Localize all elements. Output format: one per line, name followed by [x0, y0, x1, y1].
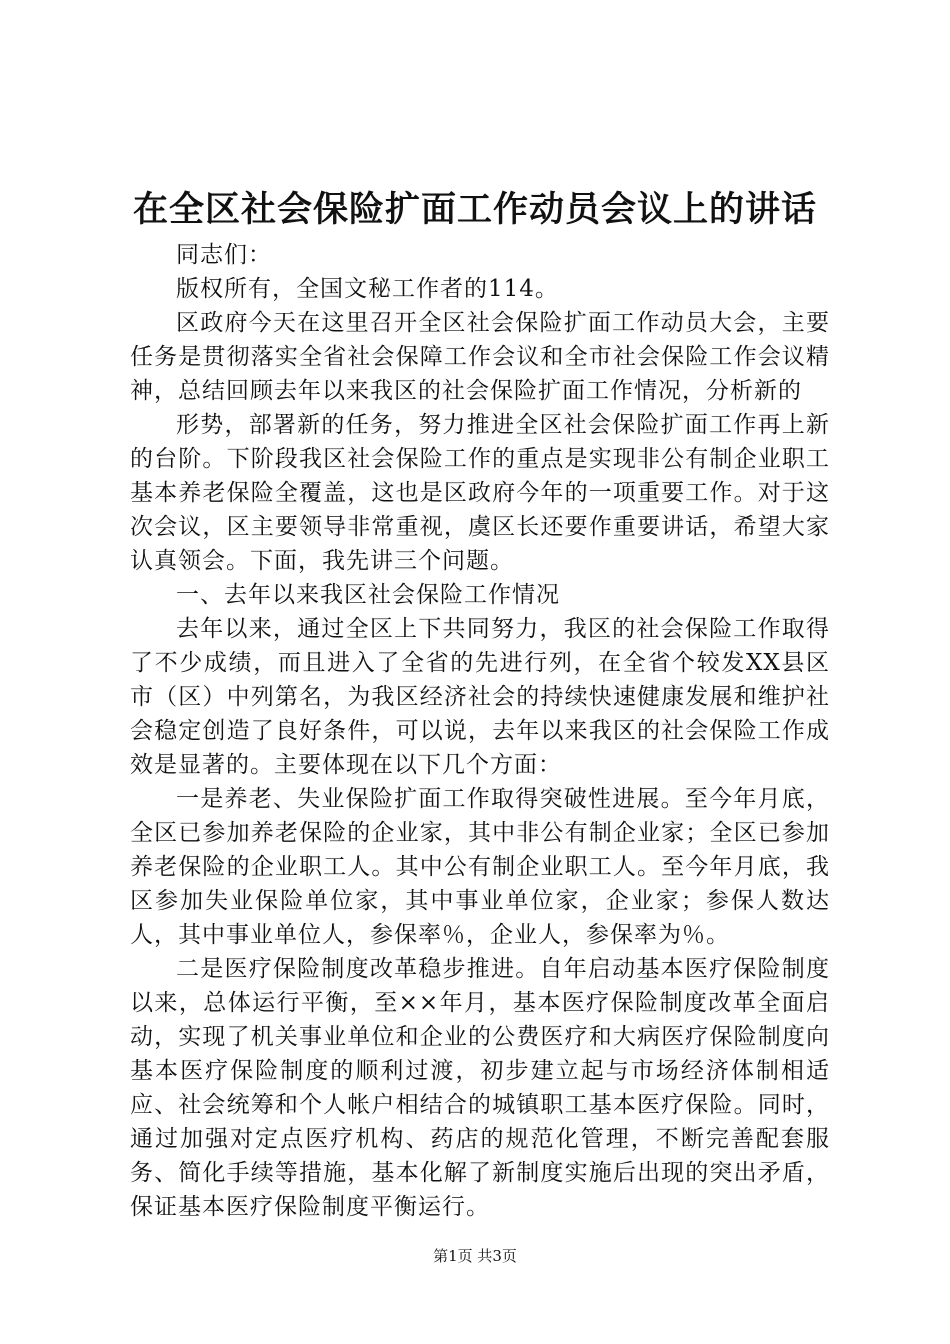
document-body: [130, 238, 830, 1224]
paragraph-copyright: 版权所有，全国文秘工作者的114。: [176, 276, 559, 302]
paragraph-situation: 形势，部署新的任务，努力推进全区社会保险扩面工作再上新的台阶。下阶段我区社会保险工作的重点是实现非公有制企业职工基本养老保险全覆盖，这也是区政府今年的一项重要工作。对于这次会议，区主要领导非常重视，虞区长还要作重要讲话，希望大家认真领会。下面，我先讲三个问题。: [130, 412, 830, 574]
document-title: 在全区社会保险扩面工作动员会议上的讲话: [132, 189, 817, 230]
paragraph-intro: 区政府今天在这里召开全区社会保险扩面工作动员大会，主要任务是贯彻落实全省社会保障工作会议和全市社会保险工作会议精神，总结回顾去年以来我区的社会保险扩面工作情况，分析新的: [130, 310, 830, 404]
section-heading-1: 一、去年以来我区社会保险工作情况: [176, 582, 560, 608]
page-footer: 第1页 共3页: [433, 1247, 517, 1265]
paragraph-pension-unemployment: 一是养老、失业保险扩面工作取得突破性进展。至今年月底，全区已参加养老保险的企业家，其中非公有制企业家；全区已参加养老保险的企业职工人。其中公有制企业职工人。至今年月底，我区参加失业保险单位家，其中事业单位家，企业家；参保人数达人，其中事业单位人，参保率％，企业人，参保率为％。: [130, 786, 830, 948]
paragraph-achievements: 去年以来，通过全区上下共同努力，我区的社会保险工作取得了不少成绩，而且进入了全省的先进行列，在全省个较发XX县区市（区）中列第名，为我区经济社会的持续快速健康发展和维护社会稳定创造了良好条件，可以说，去年以来我区的社会保险工作成效是显著的。主要体现在以下几个方面：: [130, 616, 830, 778]
paragraph-medical-insurance: 二是医疗保险制度改革稳步推进。自年启动基本医疗保险制度以来，总体运行平衡，至××年月，基本医疗保险制度改革全面启动，实现了机关事业单位和企业的公费医疗和大病医疗保险制度向基本医疗保险制度的顺利过渡，初步建立起与市场经济体制相适应、社会统筹和个人帐户相结合的城镇职工基本医疗保险。同时，通过加强对定点医疗机构、药店的规范化管理，不断完善配套服务、简化手续等措施，基本化解了新制度实施后出现的突出矛盾，保证基本医疗保险制度平衡运行。: [130, 956, 830, 1220]
paragraph-salutation: 同志们：: [176, 242, 272, 268]
